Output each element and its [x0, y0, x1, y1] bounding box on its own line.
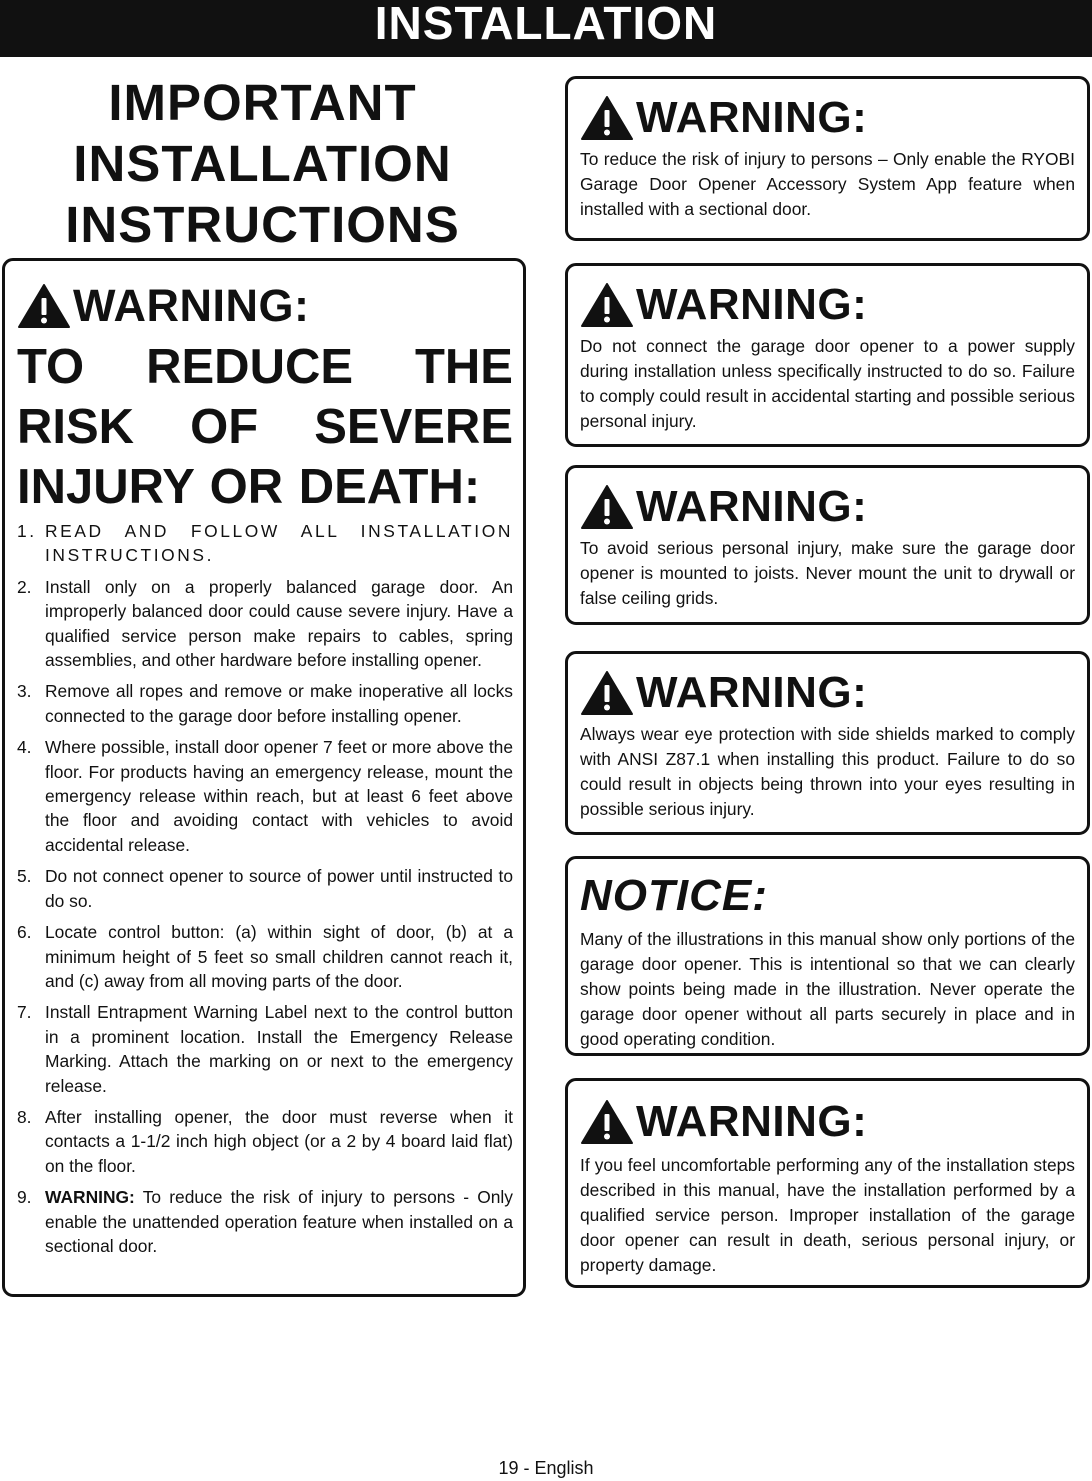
warning-label: WARNING: — [636, 280, 868, 329]
warning-triangle-icon — [580, 95, 634, 141]
warning-box-app — [565, 76, 1090, 241]
title-line-2: INSTALLATION — [73, 135, 452, 192]
warning-box-joists — [565, 465, 1090, 625]
warning-text: Always wear eye protection with side shields marked to comply with ANSI Z87.1 when installing this product. Failure to do so could result in objects being thrown into your eyes resulting in possible serious injury. — [580, 724, 1075, 819]
warning-text: To reduce the risk of injury to persons – Only enable the RYOBI Garage Door Opener Accessory System App feature when installed with a sectional door. — [580, 149, 1075, 219]
warning-heading — [580, 482, 1075, 532]
installation-steps — [17, 519, 513, 1258]
step-item: 6. Locate control button: (a) within sight of door, (b) at a minimum height of 5 feet so small children cannot reach it, and (c) away from all moving parts of the door. — [17, 922, 513, 991]
section-banner — [0, 0, 1092, 57]
main-warning-box — [2, 258, 526, 1297]
warning-triangle-icon — [17, 283, 71, 329]
warning-text: If you feel uncomfortable performing any of the installation steps described in this manual, have the installation performed by a qualified service person. Improper installation of the garage door opener can result in death, serious personal injury, or property damage. — [580, 1155, 1075, 1275]
page-number: 19 - English — [498, 1458, 594, 1478]
banner-title: INSTALLATION — [374, 0, 718, 49]
page-title — [0, 72, 525, 255]
warning-triangle-icon — [580, 670, 634, 716]
warning-triangle-icon — [580, 282, 634, 328]
warning-box-uncomfortable — [565, 1078, 1090, 1288]
warning-label: WARNING: — [636, 93, 868, 142]
main-warning-heading — [17, 281, 513, 331]
step-item: 2. Install only on a properly balanced garage door. An improperly balanced door could cause severe injury. Have a qualified service person make repairs to cables, spring assemblies, and other hardware before installing opener. — [17, 576, 513, 671]
warning-box-eye-protection — [565, 651, 1090, 835]
step-item: 4. Where possible, install door opener 7 feet or more above the floor. For products having an emergency release, mount the emergency release within reach, but at least 6 feet above the floor and avoiding contact with vehicles to avoid accidental release. — [17, 737, 513, 855]
warning-heading — [580, 1097, 1075, 1147]
warning-label: WARNING: — [636, 1097, 868, 1146]
warning-heading — [580, 93, 1075, 143]
notice-box — [565, 856, 1090, 1056]
step-item: 3. Remove all ropes and remove or make inoperative all locks connected to the garage door before installing opener. — [17, 681, 513, 726]
step-item: 1. READ AND FOLLOW ALL INSTALLATION INSTRUCTIONS. — [17, 521, 513, 566]
step-item: 8. After installing opener, the door must reverse when it contacts a 1-1/2 inch high object (or a 2 by 4 board laid flat) on the floor. — [17, 1106, 513, 1176]
warning-triangle-icon — [580, 1099, 634, 1145]
title-line-3: INSTRUCTIONS — [65, 196, 460, 253]
warning-box-power — [565, 263, 1090, 447]
notice-text: Many of the illustrations in this manual show only portions of the garage door opener. This is intentional so that we can clearly show points being made in the illustration. Never operate the garage door opener without all parts securely in place and in good operating condition. — [580, 929, 1075, 1049]
step-item: 7. Install Entrapment Warning Label next to the control button in a prominent location. Install the Emergency Release Marking. Attach the marking on or next to the emergency release. — [17, 1002, 513, 1096]
warning-heading — [580, 280, 1075, 330]
warning-label: WARNING: — [636, 668, 868, 717]
warning-heading — [580, 668, 1075, 718]
warning-text: Do not connect the garage door opener to a power supply during installation unless specifically instructed to do so. Failure to comply could result in accidental starting and possible serious personal injury. — [580, 336, 1075, 431]
risk-statement: TO REDUCE THE RISK OF SEVERE INJURY OR DEATH: — [17, 340, 513, 514]
warning-text: To avoid serious personal injury, make sure the garage door opener is mounted to joists. Never mount the unit to drywall or false ceiling grids. — [580, 538, 1075, 608]
page-footer — [0, 1456, 1092, 1480]
step-item: 5. Do not connect opener to source of power until instructed to do so. — [17, 866, 513, 911]
main-warning-label: WARNING: — [73, 280, 310, 331]
title-line-1: IMPORTANT — [108, 74, 417, 131]
step-item: 9. WARNING: To reduce the risk of injury to persons - Only enable the unattended operation feature when installed on a sectional door. — [17, 1187, 513, 1256]
notice-heading: NOTICE: — [580, 871, 768, 920]
warning-label: WARNING: — [636, 482, 868, 531]
warning-triangle-icon — [580, 484, 634, 530]
